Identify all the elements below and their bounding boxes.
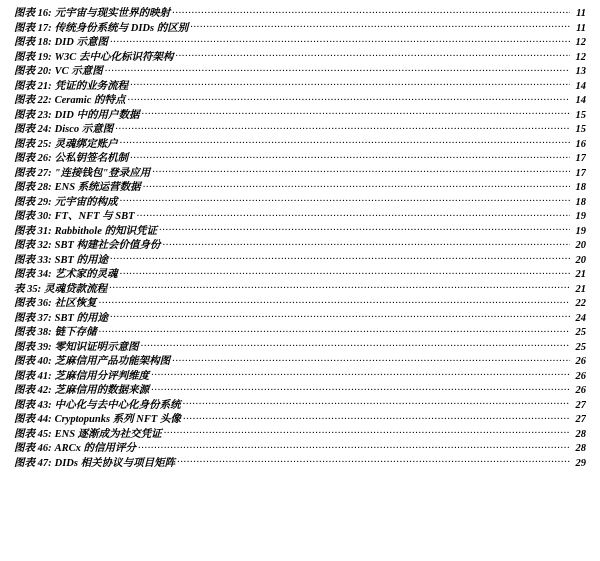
- toc-entry[interactable]: [14, 50, 586, 65]
- toc-entry[interactable]: [14, 64, 586, 79]
- toc-entry[interactable]: [14, 93, 586, 108]
- toc-leader-dots: [109, 282, 570, 292]
- toc-entry-label: 图表 18:: [14, 37, 52, 48]
- toc-entry-label: 表 35:: [14, 283, 42, 295]
- toc-entry[interactable]: [14, 398, 586, 413]
- toc-entry-title: ENS 逐渐成为社交凭证: [54, 428, 162, 440]
- toc-entry-page: 18: [575, 196, 586, 208]
- toc-entry-label: 图表 25:: [14, 138, 52, 150]
- toc-entry-page: 11: [576, 22, 586, 34]
- toc-entry-label: 图表 30:: [14, 211, 52, 222]
- toc-leader-dots: [141, 340, 570, 350]
- toc-entry-title: Cryptopunks 系列 NFT 头像: [54, 414, 181, 425]
- toc-entry-title: 艺术家的灵魂: [54, 269, 118, 280]
- toc-entry-label: 图表 33:: [14, 254, 52, 266]
- toc-entry-label: 图表 43:: [14, 399, 52, 411]
- toc-entry-label: 图表 19:: [14, 51, 52, 63]
- toc-entry[interactable]: [14, 108, 586, 123]
- toc-entry-title: "连接钱包"登录应用: [54, 167, 151, 179]
- toc-entry-page: 13: [575, 66, 586, 77]
- toc-entry[interactable]: [14, 122, 586, 137]
- toc-entry-title: 凭证的业务流程: [54, 80, 129, 92]
- toc-leader-dots: [183, 398, 570, 408]
- toc-entry-page: 26: [575, 385, 586, 396]
- toc-leader-dots: [120, 267, 570, 277]
- toc-entry[interactable]: [14, 21, 586, 36]
- toc-entry-page: 20: [575, 240, 586, 251]
- toc-entry-title: DID 示意图: [54, 37, 109, 48]
- toc-entry[interactable]: [14, 311, 586, 326]
- toc-entry-title: DID 中的用户数据: [54, 109, 140, 121]
- toc-entry-title: Rabbithole 的知识凭证: [54, 225, 158, 237]
- toc-entry[interactable]: [14, 354, 586, 369]
- toc-entry[interactable]: [14, 369, 586, 384]
- toc-entry[interactable]: [14, 79, 586, 94]
- toc-entry[interactable]: [14, 224, 586, 239]
- toc-leader-dots: [110, 311, 570, 321]
- toc-entry[interactable]: [14, 412, 586, 427]
- toc-entry-label: 图表 40:: [14, 356, 52, 367]
- toc-entry-page: 16: [575, 138, 586, 150]
- toc-leader-dots: [151, 383, 570, 393]
- toc-entry-page: 28: [575, 443, 586, 454]
- toc-entry-label: 图表 21:: [14, 80, 52, 92]
- toc-leader-dots: [130, 151, 570, 161]
- toc-entry-label: 图表 38:: [14, 327, 52, 338]
- toc-entry-page: 12: [575, 37, 586, 48]
- toc-entry-title: Disco 示意图: [54, 124, 114, 135]
- toc-entry-title: SBT 的用途: [54, 312, 109, 324]
- toc-entry[interactable]: [14, 253, 586, 268]
- toc-entry-page: 28: [575, 428, 586, 440]
- toc-leader-dots: [159, 224, 570, 234]
- toc-entry-page: 14: [575, 80, 586, 92]
- toc-entry-page: 15: [575, 109, 586, 121]
- toc-entry-title: ARCx 的信用评分: [54, 443, 137, 454]
- toc-entry-title: Ceramic 的特点: [54, 95, 126, 106]
- toc-entry-label: 图表 17:: [14, 22, 52, 34]
- toc-entry[interactable]: [14, 35, 586, 50]
- toc-entry-title: SBT 的用途: [54, 254, 109, 266]
- toc-entry[interactable]: [14, 383, 586, 398]
- toc-entry-page: 29: [575, 457, 586, 469]
- toc-leader-dots: [172, 6, 570, 16]
- toc-entry-label: 图表 42:: [14, 385, 52, 396]
- toc-leader-dots: [151, 369, 570, 379]
- toc-leader-dots: [143, 180, 570, 190]
- toc-entry[interactable]: [14, 151, 586, 166]
- toc-entry-label: 图表 28:: [14, 182, 52, 193]
- toc-entry[interactable]: [14, 325, 586, 340]
- toc-entry-label: 图表 26:: [14, 153, 52, 164]
- toc-entry-label: 图表 27:: [14, 167, 52, 179]
- toc-leader-dots: [128, 93, 571, 103]
- toc-entry-title: 公私钥签名机制: [54, 153, 129, 164]
- toc-entry-title: 中心化与去中心化身份系统: [54, 399, 181, 411]
- toc-entry-label: 图表 34:: [14, 269, 52, 280]
- toc-leader-dots: [183, 412, 570, 422]
- toc-entry-page: 21: [575, 269, 586, 280]
- toc-entry[interactable]: [14, 441, 586, 456]
- toc-entry-title: 社区恢复: [54, 298, 97, 309]
- toc-entry-title: SBT 构建社会价值身份: [54, 240, 161, 251]
- toc-entry-page: 17: [575, 153, 586, 164]
- toc-entry-title: ENS 系统运营数据: [54, 182, 141, 193]
- toc-entry-page: 19: [575, 211, 586, 222]
- toc-entry-page: 12: [575, 51, 586, 63]
- toc-entry-title: 灵魂贷款流程: [44, 283, 108, 295]
- toc-entry[interactable]: [14, 137, 586, 152]
- toc-entry-page: 27: [575, 399, 586, 411]
- toc-entry-title: 元宇宙的构成: [54, 196, 118, 208]
- toc-leader-dots: [137, 209, 570, 219]
- toc-leader-dots: [99, 296, 570, 306]
- toc-entry-label: 图表 24:: [14, 124, 52, 135]
- toc-leader-dots: [110, 253, 570, 263]
- toc-entry-title: DIDs 相关协议与项目矩阵: [54, 457, 176, 469]
- toc-leader-dots: [105, 64, 570, 74]
- toc-entry-page: 22: [575, 298, 586, 309]
- toc-entry[interactable]: [14, 296, 586, 311]
- toc-entry-label: 图表 37:: [14, 312, 52, 324]
- toc-entry[interactable]: [14, 238, 586, 253]
- toc-entry-page: 20: [575, 254, 586, 266]
- toc-leader-dots: [120, 137, 570, 147]
- toc-entry-page: 26: [575, 370, 586, 382]
- toc-entry-page: 25: [575, 341, 586, 353]
- toc-entry-label: 图表 16:: [14, 8, 52, 19]
- toc-leader-dots: [152, 166, 570, 176]
- toc-leader-dots: [164, 427, 570, 437]
- toc-entry-page: 19: [575, 225, 586, 237]
- toc-entry-label: 图表 29:: [14, 196, 52, 208]
- toc-entry[interactable]: [14, 427, 586, 442]
- toc-entry-page: 15: [575, 124, 586, 135]
- toc-entry-title: W3C 去中心化标识符架构: [54, 51, 174, 63]
- toc-entry[interactable]: [14, 166, 586, 181]
- toc-entry-label: 图表 45:: [14, 428, 52, 440]
- toc-leader-dots: [175, 50, 570, 60]
- toc-entry[interactable]: [14, 209, 586, 224]
- toc-entry-page: 21: [575, 283, 586, 295]
- toc-leader-dots: [138, 441, 570, 451]
- toc-entry[interactable]: [14, 456, 586, 471]
- toc-entry-label: 图表 22:: [14, 95, 52, 106]
- toc-entry-title: 元宇宙与现实世界的映射: [54, 8, 171, 19]
- toc-leader-dots: [177, 456, 570, 466]
- toc-entry-label: 图表 31:: [14, 225, 52, 237]
- toc-entry[interactable]: [14, 267, 586, 282]
- toc-leader-dots: [130, 79, 570, 89]
- toc-entry-page: 24: [575, 312, 586, 324]
- toc-entry-title: 芝麻信用分评判维度: [54, 370, 150, 382]
- toc-entry-page: 18: [575, 182, 586, 193]
- toc-entry-label: 图表 41:: [14, 370, 52, 382]
- toc-entry-title: 传统身份系统与 DIDs 的区别: [54, 22, 189, 34]
- toc-leader-dots: [99, 325, 570, 335]
- toc-entry-page: 27: [575, 414, 586, 425]
- toc-entry-title: 芝麻信用的数据来源: [54, 385, 150, 396]
- toc-entry-label: 图表 20:: [14, 66, 52, 77]
- toc-entry[interactable]: [14, 180, 586, 195]
- toc-entry-title: 灵魂绑定账户: [54, 138, 118, 150]
- toc-entry-page: 11: [576, 8, 586, 19]
- toc-entry-page: 26: [575, 356, 586, 367]
- toc-entry-label: 图表 39:: [14, 341, 52, 353]
- toc-entry-title: 芝麻信用产品功能架构图: [54, 356, 171, 367]
- toc-entry-page: 17: [575, 167, 586, 179]
- toc-entry-label: 图表 36:: [14, 298, 52, 309]
- toc-entry-label: 图表 23:: [14, 109, 52, 121]
- toc-leader-dots: [120, 195, 570, 205]
- toc-leader-dots: [110, 35, 570, 45]
- toc-entry[interactable]: [14, 282, 586, 297]
- toc-entry-title: 零知识证明示意图: [54, 341, 139, 353]
- toc-entry-page: 14: [575, 95, 586, 106]
- toc-leader-dots: [115, 122, 570, 132]
- toc-entry[interactable]: [14, 195, 586, 210]
- toc-entry-label: 图表 32:: [14, 240, 52, 251]
- toc-entry-title: 链下存储: [54, 327, 97, 338]
- toc-entry[interactable]: [14, 340, 586, 355]
- toc-entry-label: 图表 47:: [14, 457, 52, 469]
- toc-entry-page: 25: [575, 327, 586, 338]
- toc-entry-title: VC 示意图: [54, 66, 103, 77]
- toc-entry-label: 图表 44:: [14, 414, 52, 425]
- toc-entry-label: 图表 46:: [14, 443, 52, 454]
- toc-leader-dots: [163, 238, 570, 248]
- toc-leader-dots: [190, 21, 570, 31]
- toc-entry[interactable]: [14, 6, 586, 21]
- toc-entry-title: FT、NFT 与 SBT: [54, 211, 135, 222]
- toc-leader-dots: [142, 108, 570, 118]
- toc-leader-dots: [172, 354, 570, 364]
